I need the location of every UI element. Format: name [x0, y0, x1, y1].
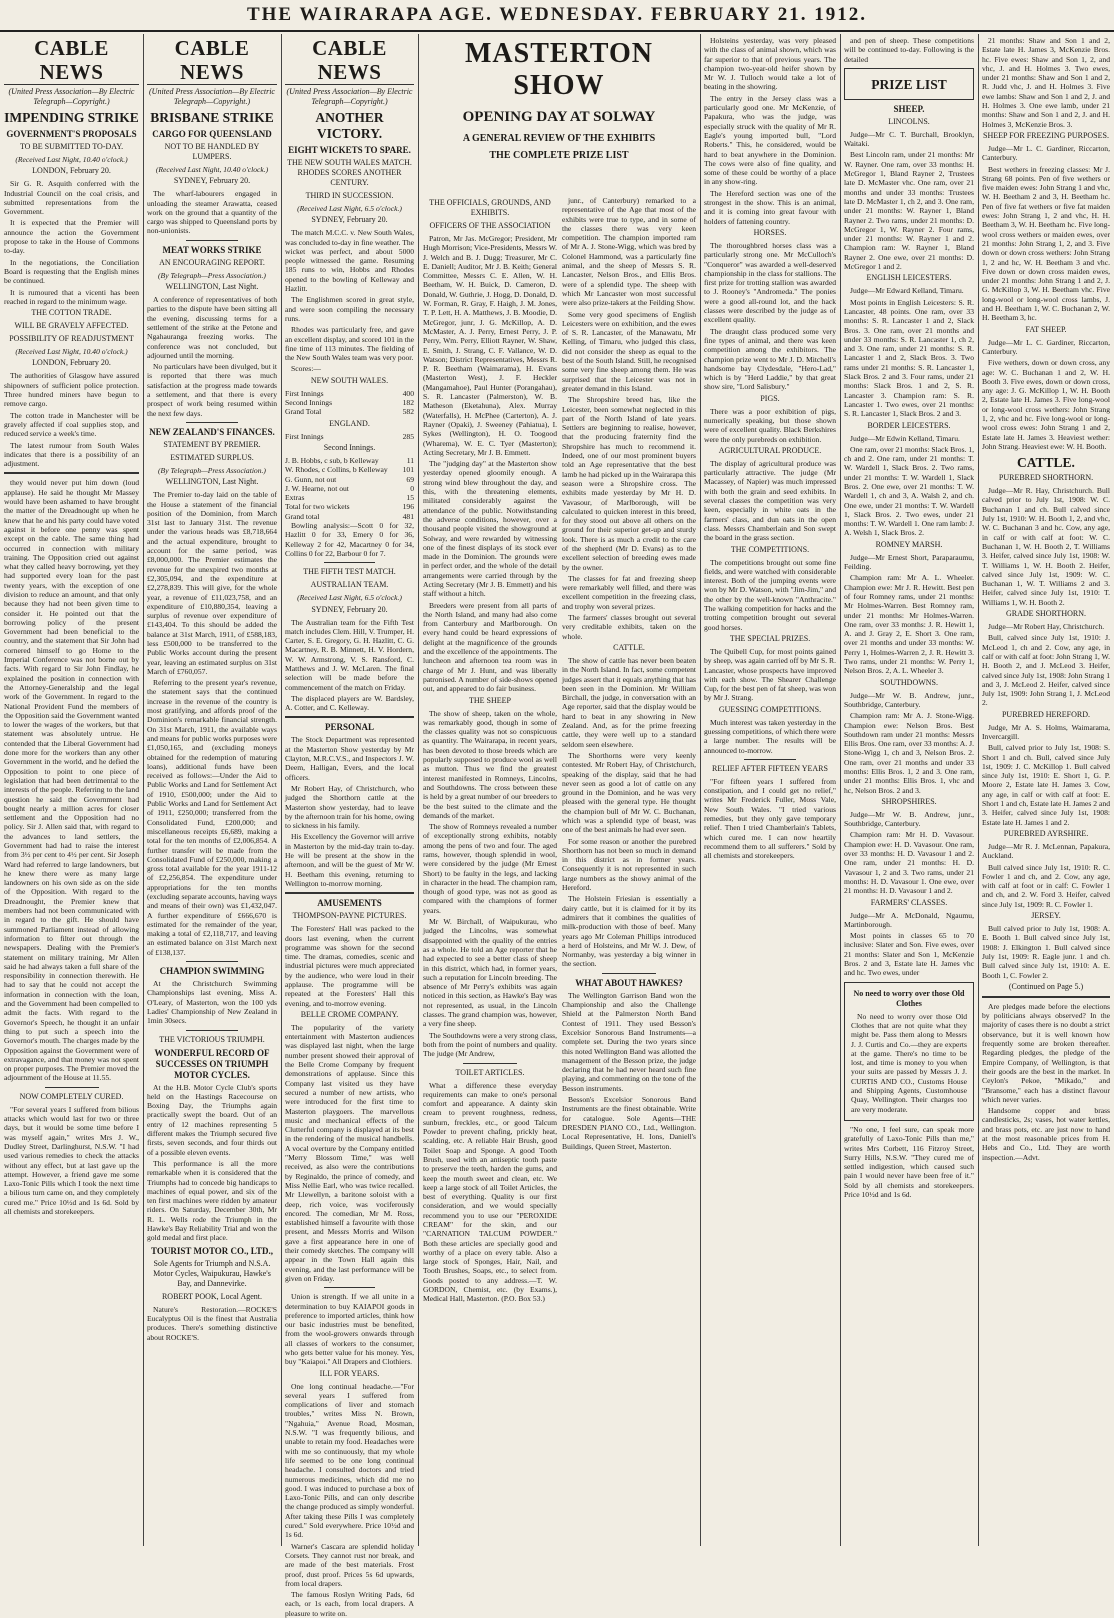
divider [186, 961, 238, 962]
subheadline: THE OFFICIALS, GROUNDS, AND EXHIBITS. [429, 198, 551, 217]
score-label: First Innings [285, 388, 324, 398]
advert-text: Nature's Restoration.—ROCKE'S Eucalyptus Oil is the finest that Australia produces. There's something distinctive about ROCKE'S. [147, 1304, 277, 1342]
divider [285, 892, 414, 894]
subheadline: NOT TO BE HANDLED BY LUMPERS. [164, 142, 260, 161]
divider [186, 1030, 238, 1031]
advert-heading: No need to worry over those Old Clothes [853, 988, 965, 1008]
paragraph: Most points in classes 65 to 70 inclusive: Slater and Son. Five ewes, over 21 months: Slater and Son 1, McKenzie Bros. 2 and 3, Estate late H. James vhc and hc. Two ewes, under [844, 931, 974, 978]
paragraph: Judge—Mr C. T. Burchall, Brooklyn, Waitaki. [844, 129, 974, 149]
dateline: SYDNEY, February 20. [311, 215, 388, 225]
score-label: W. Rhodes, c Collins, b Kelleway [285, 465, 388, 475]
advert-heading: NOW COMPLETELY CURED. [19, 1091, 124, 1101]
paragraph: 21 months: Shaw and Son 1 and 2, Estate late H. James 3, McKenzie Bros. hc. Five ewes: Shaw and Son 1, 2, and vhc, J. and H. Holmes 3. Two ewes, under 21 months: Shaw and Son 1 and 2, R. Judd vhc, J. and H. Holmes 3. Five ewe lambs: Shaw and Son 1 and 2, J. and H. Holmes 3. One ewe lamb, under 21 months: Shaw and Son 1 and 2, J. and H. Holmes 3, McKenzie Bros. 3. [982, 36, 1110, 129]
score-label: G. Gunn, not out [285, 474, 337, 484]
subheadline: WILL BE GRAVELY AFFECTED. [14, 321, 129, 331]
headline: CATTLE. [1017, 455, 1075, 471]
score-value: 285 [402, 431, 414, 441]
paragraph: Judge—Mr Robert Hay, Christchurch. [988, 622, 1105, 632]
dateline: LONDON, February 20. [32, 358, 111, 368]
paragraph: Champion ram: Mr H. D. Vavasour. Champion ewe: H. D. Vavasour. One ram, over 33 months: H. D. Vavasour 1 and 2. One ram, under 21 months: H. D. Vavasour 1, 2 and 3. Two rams, under 21 months: H. D. Vavasour 1. One ewe, over 21 months: H. D. Vavasour 1 and 2. [844, 830, 974, 896]
subheadline: SHEEP. [893, 103, 925, 114]
column-rule [281, 34, 282, 1546]
subheadline: SOUTHDOWNS. [880, 677, 938, 687]
masthead: THE WAIRARAPA AGE. WEDNESDAY. FEBRUARY 21. 1912. [0, 0, 1114, 32]
score-value: 11 [406, 455, 414, 465]
subheadline: HORSES. [753, 227, 787, 237]
paragraph: Judge—Mr Ernest Short, Paraparaumu, Feilding. [844, 552, 974, 572]
advert-text: Sole Agents for Triumph and N.S.A. Motor Cycles, Waipukurau, Hawke's Bay, and Dannevirke. [153, 1258, 271, 1288]
advert-text: One long continual headache.—"For several years I suffered from complications of liver and stomach troubles," writes Miss N. Brown, "Ngahuia," Avenue Road, Mosman, N.S.W. "I was frequently bilious, and unable to retain my food. Headaches were with me so continuously, that my whole life seemed to be one long continual headache. I consulted doctors and tried numerous medicines, which did me no good. I was induced to purchase a box of Laxo-Tonic Pills, and can only describe the change produced as simply wonderful. After taking these Pills I was completely cured." Sold everywhere. Price 10½d and 1s 6d. [285, 1381, 414, 1540]
subheadline: THOMPSON-PAYNE PICTURES. [292, 911, 407, 921]
paragraph: Judge—Mr Edward Kelland, Timaru. [850, 286, 964, 296]
paragraph: The show of sheep, taken on the whole, was remarkably good, though in some of the classes quality was not so conspicuous as quantity. The Wairarapa, in recent years, has been devoted to those breeds which are popularly supposed to produce wool as well as mutton. Thus we find the greatest interest manifested in Romneys, Lincolns, and Southdowns. The cross between these is held by a great number of our breeders to be the best suited to the climate and the demands of the market. [423, 708, 557, 820]
paragraph: For some reason or another the purebred Shorthorn has not been so much in demand in this district as in former years. Consequently it is not represented in such large numbers as the showy animal of the Hereford. [562, 836, 696, 893]
subheadline: POSSIBILITY OF READJUSTMENT [9, 334, 134, 344]
section-header: CABLE NEWS [4, 36, 139, 85]
paragraph: The Australian team for the Fifth Test match includes Clem. Hill, V. Trumper, H. Carter, S. E. Gregory, G. H. Hazlitt, C. G. Macartney, R. B. Minnett, H. V. Hordern, W. W. Armstrong, V. S. Ransford, C. Matthews and J. W. McLaren. The final selection will be made before the commencement of the match on Friday. [285, 617, 414, 692]
paragraph: Bull calved prior to July 1st, 1908: A. E. Booth 1. Bull calved since July 1st, 1908: J. Elkington 1. Bull calved since July 1st, 1909: R. Eagle junr. 1 and ch. Bull calved since July 1st, 1910: A. E. Booth 1, C. Fowler 2. [982, 924, 1110, 980]
score-value: 15 [406, 493, 414, 503]
continued-note: (Continued on Page 5.) [1008, 981, 1084, 991]
subheadline: THE COMPETITIONS. [730, 544, 810, 554]
byline: (By Telegraph—Press Association.) [158, 270, 266, 280]
subheadline: CARGO FOR QUEENSLAND [152, 129, 272, 139]
subheadline: FARMERS' CLASSES. [870, 897, 948, 907]
paragraph: The show of cattle has never been beaten in the North Island. In fact, some competent judges assert that it equals anything that has been seen in the Dominion. Mr William Birchall, the judge, in conversation with an Age reporter, said that the display would be hard to beat in any showring in New Zealand. And, as for the prime freezing cattle, they were well up to a standard seldom seen elsewhere. [562, 655, 696, 749]
divider [602, 973, 656, 974]
byline: (United Press Association—By Electric Telegraph—Copyright.) [149, 87, 275, 106]
show-column-a [423, 196, 557, 1550]
headline: PERSONAL [324, 722, 374, 733]
paragraph: At the H.B. Motor Cycle Club's sports held on the Hastings Racecourse on Boxing Day, the Triumphs again practically swept the board. Out of an entry of 12 machines representing 5 different makes the Triumph secured five firsts, seven seconds, and four thirds out of a possible eleven events. [147, 1082, 277, 1157]
advert-text: Handsome copper and brass candlesticks, 2s; vases, hot water kettles, and brass pots, etc. are just now to hand at the most reasonable prices from H. Hebs and Co., Ltd. They are worth inspection.—Advt. [982, 1106, 1110, 1162]
advert-heading: ILL FOR YEARS. [319, 1368, 380, 1378]
advert-text: "For fifteen years I suffered from constipation, and I could get no relief," writes Mr Frederick Fuller, Moss Vale, New South Wales. "I tried various remedies, but they only gave temporary relief. Then I tried Chamberlain's Tablets, which cured me. I can now heartily recommend them to all sufferers." Sold by all chemists and storekeepers. [704, 776, 836, 861]
subheadline: PUREBRED AYRSHIRE. [1003, 828, 1089, 838]
show-column-c [704, 36, 836, 1550]
score-value: 69 [406, 474, 414, 484]
divider [463, 1063, 517, 1064]
headline: AMUSEMENTS [317, 898, 382, 909]
paragraph: The popularity of the variety entertainment with Masterton audiences was displayed last night, when the large number present showed their approval of the Belle Crome Company by frequent demonstrations of applause. Since this Company last visited us they have secured a number of new artists, who were introduced for the first time to Masterton playgoers. The marvellous music and mechanical effects of the Clutterful company is displayed at its best in the rendering of the musical handbells. A vocal overture by the Company entitled "Merry Blossom Time," was well received, as also were the contributions by Reginaldo, the prince of comedy, and Miss Nellie Earl, who was twice recalled. Mr Llewellyn, a baritone soloist with a deep, rich voice, was vociferously encored. The comedian, Mr M. Ross, established himself a favourite with those present, and Messrs Morris and Wilson gave a first appearance here in one of their comedy sketches. The company will appear in the Town Hall again this evening, and the last performance will be given on Friday. [285, 1022, 414, 1283]
paragraph: The Englishmen scored in great style, and were soon compiling the necessary runs. [285, 295, 414, 323]
subheadline: THIRD IN SUCCESSION. [305, 191, 394, 200]
score-label: Second Innings [285, 398, 333, 408]
score-label: J. B. Hobbs, c sub, b Kelleway [285, 455, 379, 465]
headline: CHAMPION SWIMMING [159, 966, 265, 977]
advert-text: Union is strength. If we all unite in a determination to buy KAIAPOI goods in preference to imported articles, think how our basic industries must be benefited, from the wool-growers onwards through all classes of workers to the consumer, who gets better value for his money. Yes, buy "Kaiapoi." All Drapers and Clothiers. [285, 1292, 414, 1367]
divider [186, 240, 238, 241]
advert-heading: WHAT ABOUT HAWKES? [575, 977, 683, 988]
score-value: 182 [402, 398, 414, 408]
dateline: SYDNEY, February 20. [173, 176, 251, 186]
divider [324, 562, 376, 563]
paragraph: Most points in English Leicesters: S. R. Lancaster, 48 points. One ram, over 33 months: S. R. Lancaster 1 and 2, Slack Bros. 3. One ram, over 21 months and under 33 months: S. R. Lancaster 1, ch 2, and 3. One ram, under 21 months: S. R. Lancaster 1 and 2, Slack Bros. 3. Two rams under 21 months: S. R. Lancaster 1, Slack Bros. 2 and 3. Four rams, under 21 months: Slack Bros. 1 and 2, S. R. Lancaster 3. Champion ram: S. R. Lancaster 1. Two ewes, over 21 months: S. R. Lancaster 1, Slack Bros. 2 and 3. [844, 297, 974, 419]
paragraph: Judge—Mr L. C. Gardiner, Riccarton, Canterbury. [982, 337, 1110, 356]
subheadline: THE SPECIAL PRIZES. [729, 633, 811, 643]
score-value: 0 [410, 483, 414, 493]
paragraph: The competitions brought out some fine fields, and were watched with considerable interest. Both of the jumping events were won by Mr D. Watson, with "Jim-Jim," and the other by the well-known "Anthracite." The walking competition for hacks and the trotting competition brought out several good horses. [704, 557, 837, 632]
show-banner [423, 36, 695, 196]
prize-list-title: PRIZE LIST [871, 76, 947, 92]
headline: MEAT WORKS STRIKE [162, 244, 262, 255]
column-rule [700, 34, 701, 1546]
paragraph: Much interest was taken yesterday in the guessing competitions, of which there were a large number. The results will be announced to-morrow. [704, 717, 837, 755]
paragraph: Mr W. Birchall, of Waipukurau, who judged the Lincolns, was somewhat disappointed with the quality of the entries as a whole. He told an Age reporter that he had expected to see a better class of sheep in this district, which had, in former years, such a reputation for Lincoln breeding. The absence of Mr Perry's exhibits was again noticed in this section, as Hawke's Bay was not represented, as usual, in the Lincoln classes. The grand champion was, however, a very fine sheep. [423, 917, 557, 1029]
paragraph: Judge—Mr W. B. Andrew, junr., Southbridge, Canterbury. [844, 690, 974, 709]
advert-text: Are pledges made before the elections by politicians always observed? In the majority of cases there is no doubt a strict observance, but it is well known how frequently some are broken thereafter. Regarding pledges, the pledge of the Empire Company, of Wellington, is that their goods are the best in the market. In Ceylon's Pekoe, "Mikado," and "Bransome," each has a distinct flavour which never varies. [982, 1001, 1110, 1104]
score-label: First Innings [285, 431, 324, 441]
score-row [285, 398, 414, 407]
subheadline: LINCOLNS. [888, 116, 930, 126]
paragraph: Champion ram: Mr A. L. Wheeler. Champion ewe: Mr J. R. Hewitt. Best pen of four Romney rams, under 21 months: Mr Holmes-Warren. Best Romney ram, under 21 months: Mr Holmes-Warren. One ram, over 33 months: J. R. Hewitt 1, A. and J. Gray 2, E. Short 3. One ram, over 21 months and under 33 months: W. Perry 1, Holmes-Warren 2, J. R. Hewitt 3. Two rams, under 21 months: W. Perry 1, Nelson Bros. 2, A. L. Wheeler 3. [844, 573, 974, 676]
subheadline: THE SHEEP [469, 695, 511, 705]
paragraph: Breeders were present from all parts of the North Island, and many had also come from Canterbury and Marlborough. On every hand could be heard expressions of delight at the magnificence of the grounds and the excellence of the appointments. The luncheon and afternoon tea room was in charge of Mr J. Hunt, and was liberally patronised. A number of side-shows opened out, and appeared to do fair business. [423, 600, 557, 694]
subheadline: ROMNEY MARSH. [875, 539, 943, 549]
paragraph: The show of Romneys revealed a number of exceptionally strong exhibits, notably among the pens of two and four. The aged rams, however, though splendid in wool, were considered by the judge (Mr Ernest Short) to be faulty in the legs, and lacking in character in the head. The champion ram, though of good type, was not as good as compared with the champions of former years. [423, 822, 557, 915]
subheadline: BORDER LEICESTERS. [867, 420, 951, 430]
paragraph: The Hereford section was one of the strongest in the show. This is an animal, and it is coming into great favour with holders of fattening country. [704, 188, 836, 226]
paragraph: The entry in the Jersey class was a particularly good one. Mr McKenzie, of Papakura, who was the judge, was especially struck with the quality of Mr R. Eagle's young imported bull, "Lord Roberts." This, he considered, would be hard to beat anywhere in the Dominion. The cows were also of fine quality, and some of these could be worthy of a place in any show-ring. [704, 93, 836, 187]
subheadline: AGRICULTURAL PRODUCE. [718, 445, 822, 455]
paragraph: This performance is all the more remarkable when it is considered that the Triumphs had to concede big handicaps to machines of equal power, and six of the ten first machines were ridden by amateur riders. On Saturday, December 30th, Mr R. L. Wells rode the Triumph in the Hawke's Bay Reliability Trial and won the gold medal and first place. [147, 1158, 277, 1243]
paragraph: The Quibell Cup, for most points gained by sheep, was again carried off by Mr S. R. Lancaster, whose prospects have improved with each show. The Shearer Challenge Cup, for the best pen of fat sheep, was won by Mr J. Strang. [704, 646, 836, 703]
paragraph: Mr Robert Hay, of Christchurch, who judged the Shorthorn cattle at the Masterton show yesterday, had to leave by the afternoon train for his home, owing to sickness in his family. [285, 783, 414, 831]
column-3 [285, 36, 414, 1618]
divider [324, 1287, 376, 1288]
scoreboard-innings: Second Innings. [323, 442, 376, 452]
score-label: Grand total [285, 511, 320, 521]
column-2 [147, 36, 277, 1550]
paragraph: Some very good specimens of English Leicesters were on exhibition, and the ewes of S. R. Lancaster, of the Manawatu, Mr Kelling, of Timaru, who judged this class, did not consider the sheep as equal to the best of the South Island. Still, he recognised some very fine sheep among them. He was surprised that the Leicester was not in greater demand in this Island. [562, 309, 696, 393]
subheadline: GOVERNMENT'S PROPOSALS [6, 129, 137, 139]
paragraph: Holsteins yesterday, was very pleased with the class of animal shown, which was far superior to that of previous years. The champion two-year-old heifer shown by Mr W. J. Tulloch would take a lot of beating in the showring. [704, 36, 836, 92]
paragraph: Bull, calved prior to July 1st, 1908: S. Short 1 and ch. Bull, calved since July 1st, 1909: J. C. McKillop 1. Bull calved since July 1st, 1910: E. Short 1, G. P. Moore 2, Estate late H. James 3. Cow, any age, in calf or with calf at foot: E. Short 1 and ch, Estate late H. James 2 and 3. Heifer, calved since July 1st, 1908: Estate late H. James 1 and 2. [982, 743, 1110, 827]
subheadline: GUESSING COMPETITIONS. [718, 704, 822, 714]
prize-list-column [844, 36, 974, 1550]
score-value: 101 [402, 465, 414, 475]
paragraph: The latest rumour from South Wales indicates that there is a possibility of an adjustment. [4, 440, 139, 469]
subheadline: PUREBRED SHORTHORN. [998, 473, 1094, 483]
paragraph: In the negotiations, the Conciliation Board is requesting that the English mines be continued. [4, 257, 139, 286]
subheadline: GRADE SHORTHORN. [1006, 609, 1086, 619]
paragraph: The Holstein Friesian is essentially a dairy cattle, but it is claimed for it by its admirers that it combines the qualities of milk-production with those of beef. Many years ago Mr Coleman Phillips introduced a herd of Holsteins, and Mr W. J. Dew, of Normanby, was yesterday a big winner in the section. [562, 894, 696, 969]
score-row [285, 432, 414, 441]
dateline: LONDON, February 20. [32, 166, 111, 176]
paragraph: Best wethers in freezing classes: Mr J. Strang 68 points. Pen of five wethers or five maiden ewes: John Strang 1 and vhc, W. H. Beetham 2 and 3, H. Beetham hc. Pen of five fat wethers or five fat maiden ewes: John Strang 1, 2 and vhc, H. H. Beetham 3, W. H. Beetham hc. Five long-wool cross wethers or maiden ewes, over 21 months: John Strang 1, 2, and 3. Five down or down cross wethers: John Strang 1, 2 and hc, W. H. Beetham 3 and vhc. Five down or down cross maiden ewes, under 21 months: John Strang 1 and 2, J. G. McKillop 3, W. H. Beetham vhc. Five long-wool or long-wool cross lambs, J. and H. Beetham 1, W. C. Buchanan 2, W. H. Beetham 3, hc. [982, 164, 1110, 323]
headline: BRISBANE STRIKE [150, 110, 274, 125]
paragraph: The Southdowns were a very strong class, both from the point of numbers and quality. The judge (Mr Andrew, [423, 1030, 558, 1059]
paragraph: Judge—Mr R. J. McLennan, Papakura, Auckland. [982, 841, 1110, 861]
byline: (By Telegraph—Press Association.) [158, 465, 266, 475]
scoreboard-team: ENGLAND. [329, 418, 370, 428]
paragraph: A conference of representatives of both parties to the dispute have been sitting all the evening, discussing terms for a settlement of the strike at the Petone and Ngahauranga freezing works. The conference was not concluded, but adjourned until the morning. [147, 295, 277, 360]
dateline: SYDNEY, February 20. [311, 604, 388, 614]
divider [744, 759, 797, 760]
paragraph: Judge—Mr A. McDonald, Ngaumu, Martinborough. [844, 910, 974, 929]
subheadline: AN ENCOURAGING REPORT. [159, 257, 265, 267]
received-note: (Received Last Night, 6.5 o'clock.) [297, 204, 402, 213]
subheadline: SHROPSHIRES. [881, 796, 937, 806]
subheadline: BELLE CROME COMPANY. [300, 1009, 399, 1019]
headline: IMPENDING STRIKE [4, 110, 139, 125]
score-row [285, 502, 414, 511]
received-note: (Received Last Night, 10.40 o'clock.) [15, 347, 128, 357]
advert-box [844, 982, 974, 1121]
score-row [285, 475, 414, 484]
paragraph: The "judging day" at the Masterton show yesterday opened gloomily enough. A strong wind blew throughout the day, and this, with the threatening elements, militated considerably against the attendance of the public. Notwithstanding the adverse conditions, however, over a thousand people visited the showground at Solway, and were rewarded by witnessing one of the finest displays of its stock ever made in the Dominion. The grounds were in perfect order, and the whole of the detail arrangements were carried through by the Acting Secretary (Mr J. B. Emmett) and his staff without a hitch. [423, 459, 557, 599]
score-row [285, 465, 414, 474]
headline: WONDERFUL RECORD OF SUCCESSES ON TRIUMPH MOTOR CYCLES. [154, 1047, 270, 1080]
column-rule [978, 34, 979, 1546]
paragraph: The Stock Department was represented at the Masterton Show yesterday by Mr Clayton, M.R.C.V.S., and Inspectors J. W. Deem, Halligan, Evers, and the local officers. [285, 735, 414, 782]
score-label: Grand Total [285, 407, 322, 417]
paragraph: Judge—Mr R. Hay, Christchurch. Bull calved prior to July 1st, 1908: W. C. Buchanan 1 and ch. Bull calved since July 1st, 1910: W. H. Booth 1, 2, and vhc, W. C. Buchanan 3 and hc. Cow, any age, in calf or with calf at foot: W. C. Buchanan 1, W. H. Booth 2, T. Williams 3. Heifer, calved since July 1st, 1908: W. T. Williams 1, W. H. Booth 2. Heifer, calved since July 1st, 1909: W. C. Buchanan 1, W. T. Williams 2 and 3. Heifer, calved since July 1st, 1910: T. Williams 1, W. H. Booth 2. [982, 486, 1110, 607]
column-1 [4, 36, 139, 1550]
paragraph: Sir G. R. Asquith conferred with the Industrial Council on the coal crisis, and submitted representations from the Government. [4, 179, 139, 217]
score-row [285, 389, 414, 398]
received-note: (Received Last Night, 6.5 o'clock.) [297, 593, 402, 603]
subheadline: THE COTTON TRADE. [31, 308, 112, 318]
score-label: Total for two wickets [285, 502, 350, 512]
advert-text: The Wellington Garrison Band won the Championship and also the Challenge Shield at the Palmerston North Band Contest of 1911. They used Besson's Excelsior Sonorous Band Instruments—a complete set. During the two years since this noted Wellington Band was allotted the management of the Besson prize, the judge declaring that he had never heard such fine playing, and commenting on the tone of the Besson instruments. [562, 990, 696, 1093]
advert-text: Besson's Excelsior Sonorous Band Instruments are the finest obtainable. Write for catalogue. Sole Agents—THE DRESDEN PIANO CO., Ltd., Wellington. Local Representative, H. Ions, Daniell's Buildings, Queen Street, Masterton. [562, 1095, 696, 1151]
paragraph: The Premier to-day laid on the table of the House a statement of the financial position of the Dominion, from March 31st last to January 31st. The revenue under the various heads was £8,718,664 and the actual expenditure, brought to account for the same period, was £8,000,000. The Premier estimates the revenue for the unexpired two months at £2,305,094, and the expenditure at £2,278,839. This will give, for the whole year, a revenue of £11,023,758, and an expenditure of £10,880,354, leaving a surplus of revenue over expenditure of £143,404. To this should be added the balance at 31st March, 1911, of £588,183, less £500,000 to be transferred to the Public Works account during the present year, leaving an estimated surplus on 31st March of £760,057. [147, 490, 277, 676]
subheadline: PUREBRED HEREFORD. [1001, 709, 1090, 719]
section-header: CABLE NEWS [147, 36, 277, 85]
subheadline: ESTIMATED SURPLUS. [170, 452, 254, 462]
paragraph: Patron, Mr Jas. McGregor; President, Mr Hugh Morrison; Vice-Presidents, Messrs W. J. Welch and B. J. Dugg; Treasurer, Mr C. E. Daniell; Auditor, Mr J. B. Keith; General Committee, Messrs C. E. Allen, W. H. Beetham, W. H. Buick, D. Cameron, D. Donald, W. Guthrie, J. Hogg, D. Donald, D. W. Forman, R. Gray, F. Haigh, J. M. Jones, T. P. Lett, H. A. Matthews, J. B. Moodie, D. McGregor, junr, J. G. McKillop, A. D. McMaster, A. J. Perry, Ernest Perry, J. P. Perry, Wm. Perry, Elliott Rayner, W. Shaw, E. Smith, J. Strang, C. F. Vallance, W. D. Watson; District Representatives, Messrs R. P. R. Beetham (Waimarama), H. Evans (Masterton West), J. F. Heckler (Mangamahoe), Paul Hunter (Porangahau), S. R. Lancaster (Palmerston), W. B. Matheson (Eketahuna), Alex. Murray (Waterfalls), H. McPhee (Carterton), A. J. Rayner (Opaki), J. Sweeney (Pahiatua), I. Sykes (Wellington), H. O. Toogood (Wharema), W. E. C. Tyer (Masterton); Acting Secretary, Mr J. B. Emmett. [423, 234, 557, 457]
column-rule [418, 34, 419, 1546]
paragraph: Judge—Mr L. C. Gardiner, Riccarton, Canterbury. [982, 143, 1110, 163]
advert-text: What a difference these everyday requirements can make to one's personal comfort and appearance. A dainty skin cream to prevent roughness, redness, sunburn, freckles, etc., or good Talcum Powder to prevent chafing, prickly heat, scalding, etc. A reliable Hair Brush, good Toilet Soap and Sponge. A good Tooth Brush, used with an antiseptic tooth paste to preserve the teeth, harden the gums, and keep the mouth sweet and clean, etc. We keep a large stock of all Toilet Articles, the best of everything. Quality is our first consideration, and we would specially recommend you to use our "PEROXIDE CREAM" for the skin, and our "CARNATION TALCUM POWDER." Both these articles are specially good and worthy of a place on every table. Also a large stock of Sponges, Hair, Nail, and Tooth Brushes, Soaps, etc., to select from. Goods posted to any address.—T. W. GORDON, Chemist, etc. (by Exams.), Medical Hall, Masterton. (P.O. Box 53.) [423, 1080, 557, 1304]
headline: ANOTHER VICTORY. [315, 110, 384, 141]
column-8 [982, 36, 1110, 1550]
paragraph: The authorities of Glasgow have assured shipowners of sufficient police protection. Three hundred miners have begun to remove cargo. [4, 371, 139, 409]
paragraph: The draught class produced some very fine types of animal, and there was keen competition among the exhibitors. The champion prize went to Mr J. D. Mitchell's handsome bay Clydesdale, "Hero-Lad," which is by "Herd Laddie," by that great show sire, "Lord Salisbury." [704, 326, 836, 392]
divider [285, 716, 414, 718]
score-row [285, 407, 414, 416]
scoreboard-team: NEW SOUTH WALES. [310, 375, 389, 385]
score-value: 481 [402, 511, 414, 521]
paragraph: Rhodes was particularly free, and gave an excellent display, and scored 101 in the fine time of 113 minutes. The fielding of the New South Wales team was very poor. [285, 325, 414, 363]
divider [45, 1087, 99, 1088]
paragraph: and pen of sheep. These competitions will be continued to-day. Following is the detailed [844, 36, 974, 64]
paragraph: The displaced players are W. Bardsley, A. Cotter, and C. Kelleway. [285, 693, 414, 713]
advert-heading: TOURIST MOTOR CO., LTD., [151, 1245, 273, 1256]
paragraph: Best Lincoln ram, under 21 months: Mr W. Rayner. One ram, over 33 months: H. McGregor 1, Bland Rayner 2, Trustees late D. McMaster vhc. One ram, over 21 months and under 33 months: Trustees late D. McMaster 1, ch 2, and 3. One ram, under 21 months: W. Rayner 1, Bland Rayner 2. Two rams, under 21 months: D. McGregor 1, W. Rayner 2. Four rams, under 21 months: W. Rayner 1 and 2. Champion ram: W. Rayner 1, Bland Rayner 2. One ewe, over 21 months: D. McGregor 1 and 2. [844, 150, 974, 272]
paragraph: Judge—Mr Edwin Kelland, Timaru. [850, 433, 960, 443]
advert-text: No need to worry over those Old Clothes that are not quite what they might be. Pass them along to Messrs J. J. Curtis and Co.—they are experts at the game. There's no time to be lost, and time is money to you when your suits are passed by Messrs J. J. CURTIS AND CO., Customs House and Shipping Agents, Customhouse Quay, Wellington. Their charges too are very moderate. [851, 1011, 967, 1114]
subheadline: ENGLISH LEICESTERS. [866, 273, 952, 283]
advert-heading: RELIEF AFTER FIFTEEN YEARS [712, 763, 828, 773]
paragraph: Bull calved since July 1st, 1910: R. C. Fowler 1 and ch, and 2. Cow, any age, with calf at foot or in calf: C. Fowler 1 and ch, and 2. W. Ford 3. Heifer, calved since July 1st, 1909: R. C. Fowler 1. [982, 862, 1110, 909]
advert-text: ROBERT POOK, Local Agent. [161, 1291, 263, 1301]
divider [982, 996, 1110, 998]
paragraph: junr., of Canterbury) remarked to a representative of the Age that most of the exhibits were true to type, and in some of the classes there was very keen competition. The champion imported ram of Mr A. J. Stone-Wigg, which was bred by Colonel Hammond, was a particularly fine animal, and the sheep of Messrs S. R. Lancaster, Nelson Bros., and Ellis Bros. were of a splendid type. The sheep with which Mr Lancaster won most successful were also prize-takers at the Feilding Show. [562, 196, 696, 308]
paragraph: His Excellency the Governor will arrive in Masterton by the mid-day train to-day. He will be present at the show in the afternoon, and will be the guest of Mr W. H. Beetham this evening, returning to Wellington to-morrow morning. [285, 832, 414, 888]
paragraph: It is expected that the Premier will announce the action the Government propose to take in the House of Commons to-day. [4, 218, 139, 256]
subheadline: PIGS. [760, 393, 780, 403]
paragraph: they would never put him down (loud applause). He said he thought Mr Massey would have been ashamed to have brought the matter of the Dreadnought up when he knew that he and his party could have voted against it before one penny was spent except on the cable. The same thing had occurred in connection with military training. The Opposition cried out against what they called heavy borrowing, yet they had supported every loan for the past twenty years, with the exception of one division to reduce an amount, and that only because they had not been given time to consider it. He pointed out that the borrowing policy of the present Government had been beneficial to the country, and the statement that Sir John had cornered himself to go Home to the Imperial Conference was not borne out by facts. With regard to Sir John Findlay, he explained the position in connection with the Attorney-Generalship and the legal work of the Government. In regard to the National Provident Fund the members of the Opposition said the Government wanted to lower the wages of the workers, but that statement was absolutely untrue. He contended that the Liberal Government had done more for the workers than any other Government in the world, and he defied the Opposition to point to one piece of legislation that had been detrimental to the interests of the people. Referring to the land question he said the Government had bought nearly a million acres for closer settlement and the Opposition had no policy. Sir J. Allen said that, with regard to the advances to land settlers, the Government had had to raise the interest from 3½ per cent to 4½ per cent. Sir Joseph Ward had referred to large landowners, but he knew there were as many large landowners on his own side as on the side of the Opposition. With regard to the Dreadnought, the Premier knew that members had not been communicated with in regard to the gift. He should have summoned Parliament instead of allowing information to filter out through the newspapers. Dealing with the Premier's statement on military training, Mr Allen said he had always taken a full share of the responsibility in connection therewith. He had to say that he could not accept the information in connection with the loan, and the Government had been compelled to admit the facts. With regard to the Governor's Speech, he thought it an unfair thing to put such a speech into the Governor's mouth. The charges made by the Opposition against the Government were of extravagance, and that money was not spent on proper purposes. The Premier moved the adjournment of the House at 11.55. [4, 478, 139, 1083]
paragraph: One ram, over 21 months: Slack Bros. 1, ch and 2. One ram, under 21 months: T. W. Wardell 1, Slack Bros. 2. Two rams, under 21 months: T. W. Wardell 1, Slack Bros. 2. One ewe, over 21 months: T. W. Wardell 1, ch and 3, A. Walsh 2, and ch. One ewe, under 21 months: T. W. Wardell 1, Slack Bros. 2. Two ewes, under 21 months: T. W. Wardell 1. One ram lamb: J. A. Welsh 1, Slack Bros. 2. [844, 444, 975, 538]
show-column-b [562, 196, 696, 1550]
subheadline: STATEMENT BY PREMIER. [163, 439, 261, 449]
score-value: 400 [402, 388, 414, 398]
divider [186, 422, 238, 423]
paragraph: The Shorthorns were very keenly contested. Mr Robert Hay, of Christchurch, speaking of the display, said that he had never seen as good a lot of cattle on any ground in the Dominion, and he was very pleased with the general type. He thought the champion bull of Mr W. C. Buchanan, which was a splendid type of beast, was one of the best animals he had ever seen. [562, 750, 696, 835]
subheadline: JERSEY. [1031, 911, 1061, 921]
paragraph: At the Christchurch Swimming Championships last evening, Miss A. O'Leary, of Masterton, won the 100 yds Ladies' Championship of New Zealand in 1min 30secs. [147, 979, 277, 1026]
score-value: 196 [402, 502, 414, 512]
prize-list-box [844, 68, 974, 100]
headline: NEW ZEALAND'S FINANCES. [149, 426, 275, 437]
subheadline: TO BE SUBMITTED TO-DAY. [19, 142, 124, 151]
column-rule [840, 34, 841, 1546]
advert-text: Warner's Cascara are splendid holiday Corsets. They cannot rust nor break, and are made of the best materials. Frost proof, dust proof. Prices 5s 6d upwards, from local drapers. [285, 1541, 414, 1588]
paragraph: The thoroughbred horses class was a particularly strong one. Mr McCulloch's "Conqueror" was awarded a well-deserved championship in the class for stallions. The first prize for trotting stallion was awarded to J. Rooney's "Andromeda." The ponies were a good all-round lot, and the hack classes were described by the judge as of excellent quality. [704, 240, 836, 325]
show-subtitle: THE COMPLETE PRIZE LIST [489, 150, 629, 161]
received-note: (Received Last Night, 10.40 o'clock.) [155, 165, 269, 174]
byline: (United Press Association—By Electric Telegraph—Copyright.) [286, 87, 413, 106]
score-row [285, 456, 414, 465]
received-note: (Received Last Night, 10.40 o'clock.) [15, 155, 128, 164]
advert-text: The famous Roslyn Writing Pads, 6d each, or 1s each, from local drapers. A pleasure to write on. [285, 1590, 414, 1618]
show-subtitle: OPENING DAY AT SOLWAY [462, 109, 656, 125]
paragraph: Five wethers, down or down cross, any age: W. C. Buchanan 1 and 2, W. H. Booth 3. Five ewes, down or down cross, any age: J. G. McKillop 1, W. H. Booth 2, Estate late H. James 3. Five long-wool or long-wool cross wethers: John Strang 1, 2, vhc and hc. Five long-wool or long-wool cross ewes: John Strang 1 and 2, Estate late H. James 3. Heaviest wether: John Strang. Heaviest ewe: W. H. Booth. [982, 358, 1110, 451]
score-row [285, 484, 414, 493]
subheadline: THE VICTORIOUS TRIUMPH. [159, 1034, 265, 1044]
paragraph: Judge—Mr W. B. Andrew, junr., Southbridge, Canterbury. [844, 809, 974, 829]
subheadline: AUSTRALIAN TEAM. [310, 580, 389, 590]
paragraph: Champion ram: Mr A. J. Stone-Wigg. Champion ewe: Nelson Bros. Best Southdown ram under 21 months: Messrs Ellis Bros. One ram, over 33 months: A. J. Stone-Wigg 1, ch and 3, Nelson Bros. 2. One ram, over 21 months and under 33 months: Ellis Bros. 1, 2 and 3. One ram, under 21 months: Ellis Bros. 1, vhc and hc, Nelson Bros. 2 and 3. [844, 711, 974, 795]
subheadline: EIGHT WICKETS TO SPARE. [288, 145, 411, 155]
dateline: WELLINGTON, Last Night. [165, 282, 259, 292]
paragraph: The display of agricultural produce was particularly attractive. The judge (Mr Macassey, of Napier) was much impressed with both the grain and seed exhibits. In several classes the competition was very keen, especially in white oats in the farmers' class, and dun oats in the open class. Messrs Chamberlain and Son swept the board in the grass section. [704, 458, 836, 543]
score-row [285, 512, 414, 521]
paragraph: Scores:— [291, 364, 321, 374]
paragraph: The farmers' classes brought out several very creditable exhibits, taken on the whole. [562, 613, 696, 641]
score-row [285, 493, 414, 502]
paragraph: The match M.C.C. v. New South Wales, was concluded to-day in fine weather. The wicket was perfect, and about 5000 people witnessed the game. Resuming 185 runs to win, Hobbs and Rhodes opened to the bowling of Kelleway and Hazlitt. [285, 228, 414, 294]
show-subtitle: A GENERAL REVIEW OF THE EXHIBITS [462, 133, 656, 144]
score-value: 582 [402, 407, 414, 417]
paragraph: The Shropshire breed has, like the Leicester, been somewhat neglected in this part of the North Island of late years. Settlers are beginning to realise, however, that the producing fraternity find the Shropshire has much to recommend it. Indeed, one of our most prominent buyers told an Age representative that the best lamb he had picked up in the Wairarapa this season were a Shropshire cross. The exhibits made yesterday by Mr H. D. Vavasour, of Marlborough, will be calculated to quicken interest in this breed, for they stood out above all others on the ground for their superior get-up and sturdy look. There is as much a credit to the care of the shepherd (Mr D. Evans) as to the excellent selection of breeding ewes made by the owner. [562, 395, 696, 572]
paragraph: The cotton trade in Manchester will be gravely affected if coal supplies stop, and reduced service a week's time. [4, 410, 139, 439]
score-label: Extras [285, 493, 305, 503]
subheadline: FAT SHEEP. [1025, 324, 1067, 334]
subheadline: THE FIFTH TEST MATCH. [303, 567, 396, 577]
paragraph: There was a poor exhibition of pigs, numerically speaking, but those shown were of excellent quality. Black Berkshires were the only purebreds on exhibition. [704, 406, 836, 444]
paragraph: Bowling analysis:—Scott 0 for 32, Hazlitt 0 for 33, Emery 0 for 36, Kelleway 2 for 42, Macartney 0 for 34, Collins 0 for 22, Barbour 0 for 7. [285, 521, 414, 558]
paragraph: The wharf-labourers engaged in unloading the steamer Arawatta, ceased work on the ground that a quantity of the cargo was shipped to Queensland ports by non-unionists. [147, 189, 277, 236]
subheadline: THE NEW SOUTH WALES MATCH. RHODES SCORES ANOTHER CENTURY. [287, 158, 412, 187]
divider [4, 472, 139, 474]
paragraph: No particulars have been divulged, but it is reported that there was much satisfaction at the progress made towards a settlement, and that there is every prospect of work being resumed within the next few days. [147, 362, 277, 418]
paragraph: The Foresters' Hall was packed to the doors last evening, when the current programme was shown for the second time. The dramas, comedies, scenic and industrial pictures were much appreciated by the audience, who were loud in their applause. The programme will be repeated at the Foresters' Hall this evening, and to-morrow evening. [285, 924, 414, 1008]
paragraph: Referring to the present year's revenue, the statement says that the continued increase in the revenue of the country is most gratifying, and affords proof of the Dominion's remarkable financial strength. On 31st March, 1911, the available ways and means for public works purposes were £1,050,165, and (excluding moneys obtained for the redemption of maturing loans), additional funds have been received as follows:—Under the Aid to Public Works and Land for Settlement Act of 1910, £500,000; under the Aid to Public Works and Land for Settlement Act of 1911, £250,000; transferred from the Consolidated Fund, £200,000; and miscellaneous receipts £6,689, making a total for the ten months of £2,006,854. A further transfer will be made from the Consolidated Fund of £250,000, making a gross total available for the year 1911-12 of £2,256,854. The expenditure under appropriations for the ten months (excluding separate accounts, having ways and means of their own) was £1,432,047. A further expenditure of £666,670 is estimated for the remainder of the year, making a total of £2,118,717, and leaving an estimated balance on 31st March next of £138,137. [147, 678, 277, 957]
paragraph: The classes for fat and freezing sheep were remarkably well filled, and there was excellent competition in the freezing class, and trophy won several prizes. [562, 573, 696, 611]
advert-heading: TOILET ARTICLES. [455, 1067, 525, 1077]
paragraph: Bull, calved since July 1st, 1910: J. McLeod 1, ch and 2. Cow, any age, in calf or with calf at foot: John Strang 1, W. H. Booth 2, and J. McLeod 3. Heifer, calved since July 1st, 1908: John Strang 1 and 3, J. McLeod 2. Heifer, calved since July 1st, 1909: John Strang 1, J. McLeod 2. [982, 633, 1110, 708]
paragraph: Judge, Mr A. S. Holms, Waimarama, Invercargill. [982, 722, 1110, 741]
paragraph: It is rumoured that a vicenti has been reached in regard to the minimum wage. [4, 287, 139, 306]
show-title: MASTERTON SHOW [465, 38, 653, 101]
subheadline: OFFICERS OF THE ASSOCIATION [429, 221, 551, 230]
dateline: WELLINGTON, Last Night. [165, 477, 259, 487]
score-label: J. W. Hearne, not out [285, 483, 349, 493]
byline: (United Press Association—By Electric Telegraph—Copyright.) [8, 87, 135, 106]
column-rule [143, 34, 144, 1546]
section-header: CABLE NEWS [285, 36, 414, 85]
advert-text: "No one, I feel sure, can speak more gratefully of Laxo-Tonic Pills than me," writes Mrs Corbett, 116 Fitzroy Street, Surry Hills, N.S.W. "They cured me of settled indigestion, which caused such pain I would never have been free of it." Sold by all chemists and storekeepers. Price 10½d and 1s 6d. [844, 1124, 974, 1199]
subheadline: CATTLE. [613, 642, 645, 652]
subheadline: SHEEP FOR FREEZING PURPOSES. [983, 130, 1109, 140]
advert-text: "For several years I suffered from bilious attacks which would last for two or three days, but it would be some time before I was myself again," writes Mrs J. W., Dudley Street, Darlinghurst, N.S.W. "I had used various remedies to check the attacks without any effect, but at last gave up the attempt. However, a friend gave me some Laxo-Tonic Pills which I took the next time a bilious turn came on, and they completely cured me." Price 10½d and 1s 6d. Sold by all chemists and storekeepers. [4, 1104, 139, 1216]
